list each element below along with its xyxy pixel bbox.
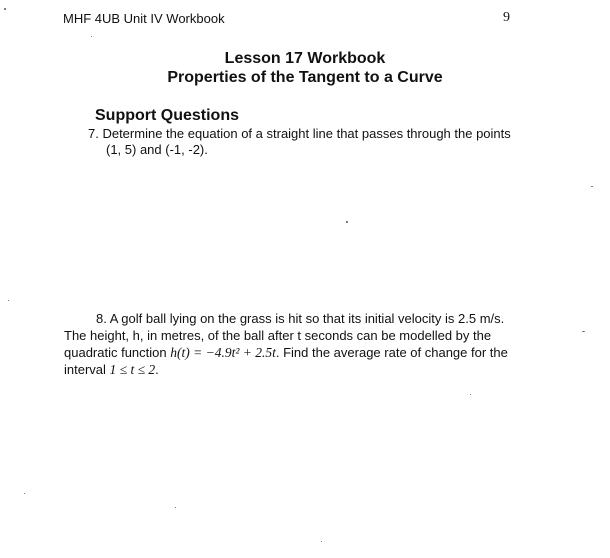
height-function-formula: h(t) = −4.9t² + 2.5t — [170, 345, 276, 360]
scan-speck — [8, 300, 9, 301]
scan-speck — [91, 36, 92, 37]
lesson-title: Lesson 17 Workbook — [224, 50, 386, 67]
scan-speck — [591, 186, 593, 187]
question-8-line-3 — [64, 345, 508, 361]
interval-label: interval — [64, 362, 106, 377]
scan-speck — [24, 493, 25, 494]
scan-speck — [582, 331, 585, 332]
scan-speck — [321, 541, 322, 542]
lesson-subtitle: Properties of the Tangent to a Curve — [167, 69, 443, 86]
page-number: 9 — [503, 10, 510, 25]
workbook-header: MHF 4UB Unit IV Workbook — [63, 11, 225, 26]
question-7-line-1: 7. Determine the equation of a straight line that passes through the points — [88, 126, 511, 141]
section-heading: Support Questions — [95, 107, 239, 124]
question-8-line-1: 8. A golf ball lying on the grass is hit so that its initial velocity is 2.5 m/s. — [96, 311, 505, 326]
question-7-line-2: (1, 5) and (-1, -2). — [106, 142, 208, 157]
scan-speck — [346, 221, 348, 223]
question-8-line-2: The height, h, in metres, of the ball after t seconds can be modelled by the — [64, 328, 492, 343]
question-8-line-4 — [64, 362, 159, 378]
interval-period: . — [155, 362, 159, 377]
scan-speck — [4, 8, 6, 10]
scan-speck — [175, 507, 176, 508]
interval-formula: 1 ≤ t ≤ 2 — [109, 362, 156, 377]
scan-speck — [470, 394, 471, 395]
question-8-text-prefix: quadratic function — [64, 345, 167, 360]
question-8-text-suffix: . Find the average rate of change for the — [275, 345, 508, 360]
